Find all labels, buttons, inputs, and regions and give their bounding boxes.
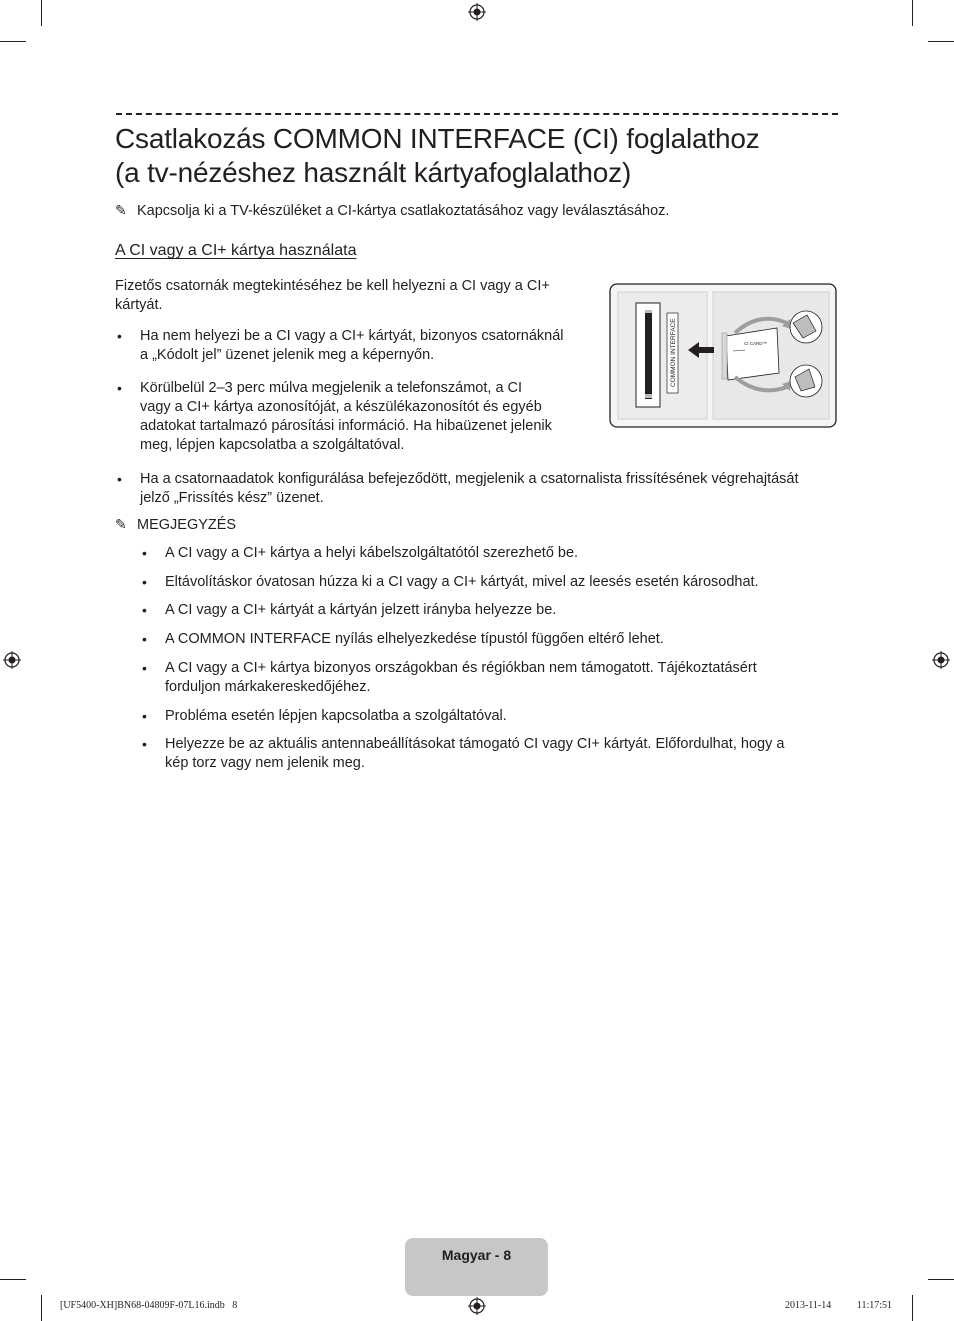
title-line: (a tv-nézéshez használt kártyafoglalathoz) [115, 157, 632, 188]
crop-mark [912, 1295, 913, 1321]
section-intro [115, 277, 585, 315]
text-line: meg, lépjen kapcsolatba a szolgáltatóval. [140, 437, 405, 453]
list-item [140, 379, 590, 455]
text-line: jelző „Frissítés kész” üzenet. [140, 490, 324, 506]
text-line: Körülbelül 2–3 perc múlva megjelenik a telefonszámot, a CI [140, 380, 523, 396]
list-item [140, 327, 590, 365]
bullet-icon: • [142, 736, 147, 752]
section-heading: A CI vagy a CI+ kártya használata [115, 242, 357, 259]
text-line: Ha nem helyezi be a CI vagy a CI+ kártyát, bizonyos csatornáknál [140, 328, 564, 344]
bullet-icon: • [142, 631, 147, 647]
note-label: MEGJEGYZÉS [137, 517, 237, 533]
bullet-icon: • [142, 602, 147, 618]
text-line: adatokat tartalmazó párosítási információ. Ha hibaüzenet jelenik [140, 418, 552, 434]
registration-mark-icon [468, 1297, 486, 1315]
bullet-icon: • [117, 471, 122, 487]
text-line: a „Kódolt jel” üzenet jelenik meg a képernyőn. [140, 347, 435, 363]
bullet-icon: • [117, 328, 122, 344]
crop-mark [912, 0, 913, 26]
bullet-icon: • [142, 574, 147, 590]
title-line: Csatlakozás COMMON INTERFACE (CI) foglalathoz [115, 123, 760, 154]
dotted-divider [116, 113, 838, 115]
crop-mark [928, 41, 954, 42]
text-line: Eltávolításkor óvatosan húzza ki a CI vagy a CI+ kártyát, mivel az leesés esetén károsodhat. [165, 574, 759, 590]
bullet-icon: • [142, 708, 147, 724]
text-line: Helyezze be az aktuális antennabeállításokat támogató CI vagy CI+ kártyát. Előfordulhat, hogy a [165, 736, 785, 752]
note-heading [115, 515, 236, 535]
crop-mark [41, 1295, 42, 1321]
text-line: Fizetős csatornák megtekintéséhez be kell helyezni a CI vagy a CI+ [115, 278, 550, 294]
bullet-icon: • [142, 545, 147, 561]
crop-mark [928, 1279, 954, 1280]
registration-mark-icon [468, 3, 486, 21]
intro-note [115, 201, 669, 220]
note-item [165, 573, 845, 592]
pencil-icon: ✎ [115, 202, 127, 218]
text-line: A CI vagy a CI+ kártya a helyi kábelszolgáltatótól szerezhető be. [165, 545, 579, 561]
note-item [165, 659, 845, 697]
note-item [165, 544, 845, 563]
bullet-icon: • [142, 660, 147, 676]
text-line: Probléma esetén lépjen kapcsolatba a szolgáltatóval. [165, 708, 507, 724]
text-line: kép torz vagy nem jelenik meg. [165, 755, 365, 771]
text-line: A CI vagy a CI+ kártyát a kártyán jelzett irányba helyezze be. [165, 602, 557, 618]
text-line: kártyát. [115, 297, 163, 313]
note-item [165, 630, 845, 649]
list-item [140, 470, 840, 508]
text-line: forduljon márkakereskedőjéhez. [165, 679, 371, 695]
text-line: A COMMON INTERFACE nyílás elhelyezkedése típustól függően eltérő lehet. [165, 631, 664, 647]
crop-mark [0, 1279, 26, 1280]
crop-mark [41, 0, 42, 26]
pencil-icon: ✎ [115, 516, 127, 532]
text-line: A CI vagy a CI+ kártya bizonyos országokban és régiókban nem támogatott. Tájékoztatásért [165, 660, 757, 676]
page-title [115, 122, 855, 190]
note-item [165, 735, 845, 773]
imprint-file: [UF5400-XH]BN68-04809F-07L16.indb 8 [60, 1300, 238, 1311]
intro-note-text: Kapcsolja ki a TV-készüléket a CI-kártya csatlakoztatásához vagy leválasztásához. [137, 203, 670, 219]
card-label: CI CARD™ [744, 341, 768, 346]
slot-label: COMMON INTERFACE [670, 318, 677, 387]
text-line: vagy a CI+ kártya azonosítóját, a készülékazonosítót és egyéb [140, 399, 542, 415]
bullet-icon: • [117, 380, 122, 396]
registration-mark-icon [3, 651, 21, 669]
note-item [165, 707, 845, 726]
crop-mark [0, 41, 26, 42]
ci-card-illustration [609, 283, 837, 428]
page-number: Magyar - 8 [441, 1247, 512, 1263]
registration-mark-icon [932, 651, 950, 669]
note-item [165, 601, 845, 620]
imprint-timestamp: 2013-11-14 ￿￿ 11:17:51 [784, 1300, 892, 1311]
text-line: Ha a csatornaadatok konfigurálása befejeződött, megjelenik a csatornalista frissítésének végrehajtását [140, 471, 799, 487]
